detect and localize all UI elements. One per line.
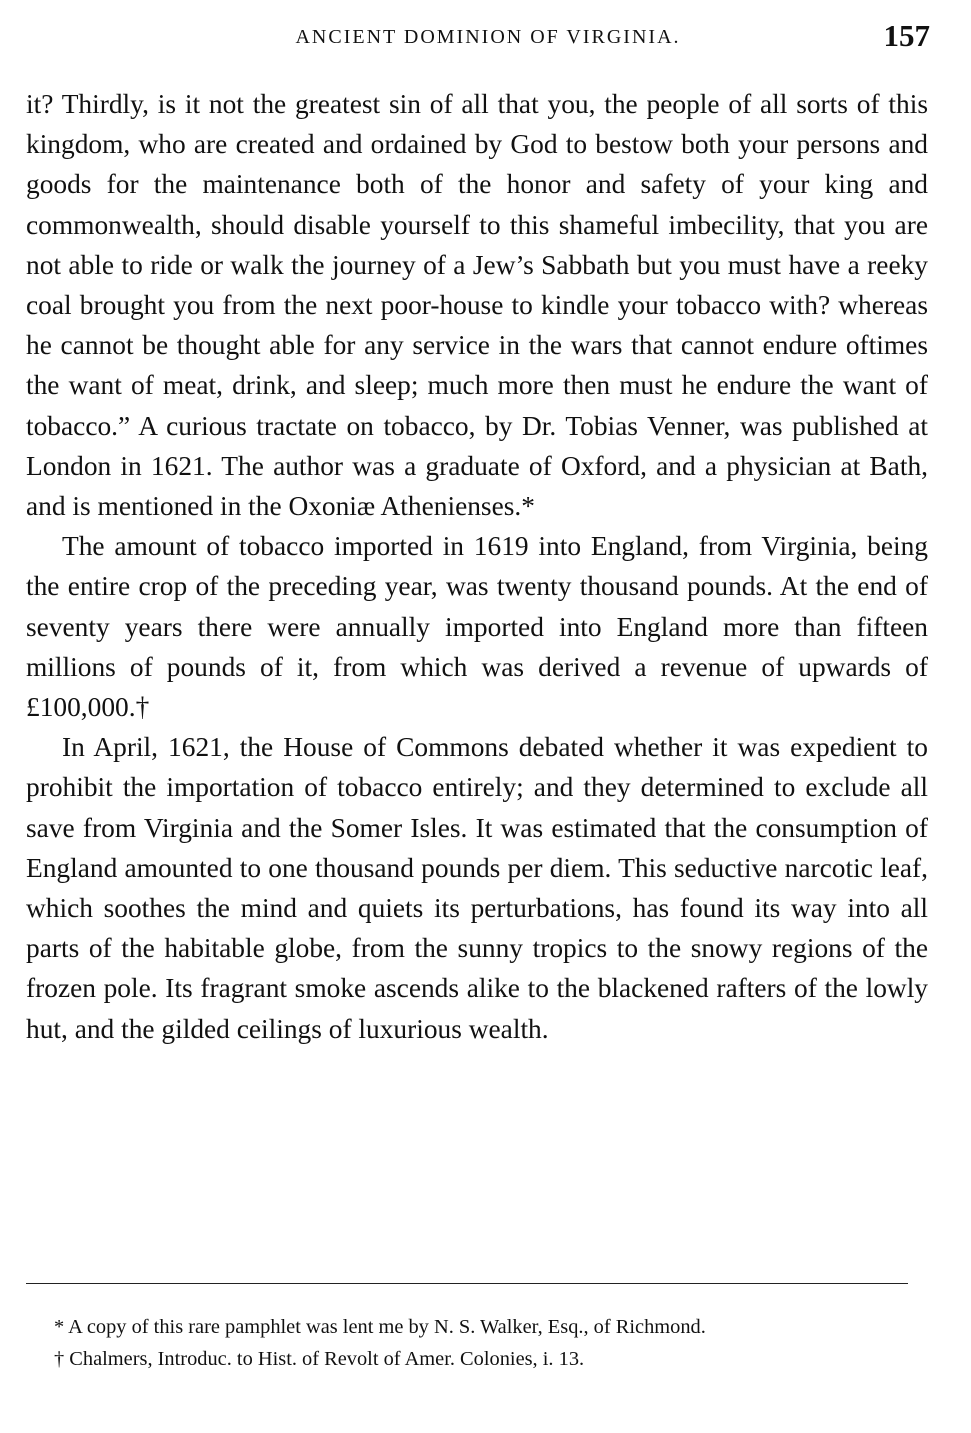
running-title: ANCIENT DOMINION OF VIRGINIA. <box>295 26 681 48</box>
footnotes <box>26 1312 928 1375</box>
body-text <box>26 84 928 1049</box>
paragraph-continued: it? Thirdly, is it not the greatest sin of all that you, the people of all sorts of this kingdom, who are created and ordained by God to bestow both your persons and goods for the maintenance both of the honor and safety of your king and commonwealth, should disable yourself to this shameful imbecility, that you are not able to ride or walk the journey of a Jew’s Sabbath but you must have a reeky coal brought you from the next poor-house to kindle your tobacco with? whereas he cannot be thought able for any service in the wars that cannot endure oftimes the want of meat, drink, and sleep; much more then must he endure the want of tobacco.” A curious tractate on tobacco, by Dr. Tobias Venner, was published at London in 1621. The author was a graduate of Oxford, and a physician at Bath, and is mentioned in the Oxoniæ Athenienses.* <box>26 89 928 522</box>
footnote-divider <box>26 1283 908 1284</box>
page-number: 157 <box>883 18 930 53</box>
footnote-asterisk: * A copy of this rare pamphlet was lent me by N. S. Walker, Esq., of Richmond. <box>54 1316 706 1338</box>
paragraph-house-of-commons: In April, 1621, the House of Commons debated whether it was expedient to prohibit the importation of tobacco entirely; and they determined to exclude all save from Virginia and the Somer Isles. It was estimated that the consumption of England amounted to one thousand pounds per diem. This seductive narcotic leaf, which soothes the mind and quiets its perturbations, has found its way into all parts of the habitable globe, from the sunny tropics to the snowy regions of the frozen pole. Its fragrant smoke ascends alike to the blackened rafters of the lowly hut, and the gilded ceilings of luxurious wealth. <box>26 732 928 1044</box>
paragraph-tobacco-imports: The amount of tobacco imported in 1619 into England, from Virginia, being the entire crop of the preceding year, was twenty thousand pounds. At the end of seventy years there were annually imported into England more than fifteen millions of pounds of it, from which was derived a revenue of upwards of £100,000.† <box>26 531 928 723</box>
running-head <box>26 16 930 56</box>
footnote-dagger: † Chalmers, Introduc. to Hist. of Revolt of Amer. Colonies, i. 13. <box>54 1347 585 1370</box>
